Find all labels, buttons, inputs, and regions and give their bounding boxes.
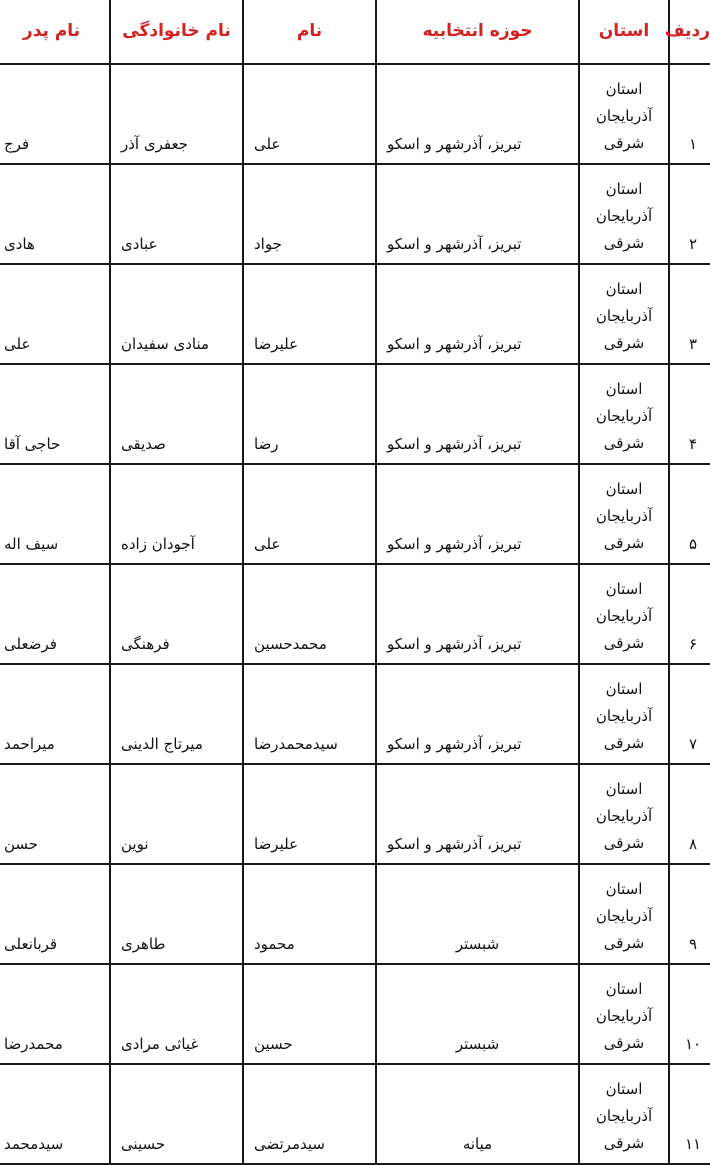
cell-radif: ۱ bbox=[669, 64, 710, 164]
table-row bbox=[0, 564, 710, 664]
cell-hozeh: شبستر bbox=[376, 964, 579, 1064]
cell-radif: ۱۰ bbox=[669, 964, 710, 1064]
header-row bbox=[0, 0, 710, 64]
cell-radif: ۹ bbox=[669, 864, 710, 964]
cell-family: غیاثی مرادی bbox=[110, 964, 243, 1064]
cell-nam: علی bbox=[243, 64, 376, 164]
header-family: نام خانوادگی bbox=[110, 0, 243, 64]
table-row bbox=[0, 864, 710, 964]
cell-family: طاهری bbox=[110, 864, 243, 964]
cell-father: حاجی آقا bbox=[0, 364, 110, 464]
cell-hozeh: میانه bbox=[376, 1064, 579, 1164]
cell-nam: سیدمحمدرضا bbox=[243, 664, 376, 764]
table-row bbox=[0, 464, 710, 564]
cell-father: علی bbox=[0, 264, 110, 364]
cell-ostan: استان آذربایجان شرقی bbox=[579, 64, 669, 164]
cell-family: نوین bbox=[110, 764, 243, 864]
cell-father: سیدمحمد bbox=[0, 1064, 110, 1164]
cell-father: فرضعلی bbox=[0, 564, 110, 664]
table-row bbox=[0, 664, 710, 764]
header-ostan: استان bbox=[579, 0, 669, 64]
cell-nam: حسین bbox=[243, 964, 376, 1064]
header-nam: نام bbox=[243, 0, 376, 64]
table-row bbox=[0, 164, 710, 264]
header-hozeh: حوزه انتخابیه bbox=[376, 0, 579, 64]
cell-hozeh: تبریز، آذرشهر و اسکو bbox=[376, 764, 579, 864]
cell-radif: ۷ bbox=[669, 664, 710, 764]
cell-radif: ۶ bbox=[669, 564, 710, 664]
cell-nam: علیرضا bbox=[243, 764, 376, 864]
cell-nam: سیدمرتضی bbox=[243, 1064, 376, 1164]
cell-father: میراحمد bbox=[0, 664, 110, 764]
cell-hozeh: تبریز، آذرشهر و اسکو bbox=[376, 364, 579, 464]
cell-hozeh: تبریز، آذرشهر و اسکو bbox=[376, 664, 579, 764]
table-row bbox=[0, 964, 710, 1064]
cell-father: قربانعلی bbox=[0, 864, 110, 964]
cell-father: سیف اله bbox=[0, 464, 110, 564]
cell-radif: ۴ bbox=[669, 364, 710, 464]
cell-family: میرتاج الدینی bbox=[110, 664, 243, 764]
cell-father: هادی bbox=[0, 164, 110, 264]
cell-family: آجودان زاده bbox=[110, 464, 243, 564]
cell-ostan: استان آذربایجان شرقی bbox=[579, 964, 669, 1064]
cell-family: جعفری آذر bbox=[110, 64, 243, 164]
header-father: نام پدر bbox=[0, 0, 110, 64]
cell-ostan: استان آذربایجان شرقی bbox=[579, 864, 669, 964]
cell-ostan: استان آذربایجان شرقی bbox=[579, 364, 669, 464]
cell-radif: ۸ bbox=[669, 764, 710, 864]
cell-nam: محمود bbox=[243, 864, 376, 964]
cell-ostan: استان آذربایجان شرقی bbox=[579, 764, 669, 864]
cell-radif: ۱۱ bbox=[669, 1064, 710, 1164]
cell-nam: رضا bbox=[243, 364, 376, 464]
table-row bbox=[0, 764, 710, 864]
cell-family: صدیقی bbox=[110, 364, 243, 464]
table-row bbox=[0, 264, 710, 364]
cell-ostan: استان آذربایجان شرقی bbox=[579, 564, 669, 664]
cell-radif: ۲ bbox=[669, 164, 710, 264]
table-row bbox=[0, 64, 710, 164]
cell-family: فرهنگی bbox=[110, 564, 243, 664]
cell-ostan: استان آذربایجان شرقی bbox=[579, 264, 669, 364]
cell-family: منادی سفیدان bbox=[110, 264, 243, 364]
cell-nam: علیرضا bbox=[243, 264, 376, 364]
cell-ostan: استان آذربایجان شرقی bbox=[579, 464, 669, 564]
cell-hozeh: تبریز، آذرشهر و اسکو bbox=[376, 564, 579, 664]
cell-family: حسینی bbox=[110, 1064, 243, 1164]
cell-hozeh: تبریز، آذرشهر و اسکو bbox=[376, 164, 579, 264]
cell-father: محمدرضا bbox=[0, 964, 110, 1064]
table-row bbox=[0, 364, 710, 464]
cell-ostan: استان آذربایجان شرقی bbox=[579, 664, 669, 764]
cell-nam: علی bbox=[243, 464, 376, 564]
cell-hozeh: تبریز، آذرشهر و اسکو bbox=[376, 64, 579, 164]
cell-father: حسن bbox=[0, 764, 110, 864]
cell-nam: جواد bbox=[243, 164, 376, 264]
header-radif: ردیف bbox=[669, 0, 710, 64]
table-row bbox=[0, 1064, 710, 1164]
cell-hozeh: تبریز، آذرشهر و اسکو bbox=[376, 264, 579, 364]
cell-radif: ۳ bbox=[669, 264, 710, 364]
cell-ostan: استان آذربایجان شرقی bbox=[579, 1064, 669, 1164]
cell-nam: محمدحسین bbox=[243, 564, 376, 664]
cell-ostan: استان آذربایجان شرقی bbox=[579, 164, 669, 264]
cell-father: فرج bbox=[0, 64, 110, 164]
cell-family: عبادی bbox=[110, 164, 243, 264]
cell-radif: ۵ bbox=[669, 464, 710, 564]
cell-hozeh: تبریز، آذرشهر و اسکو bbox=[376, 464, 579, 564]
cell-hozeh: شبستر bbox=[376, 864, 579, 964]
